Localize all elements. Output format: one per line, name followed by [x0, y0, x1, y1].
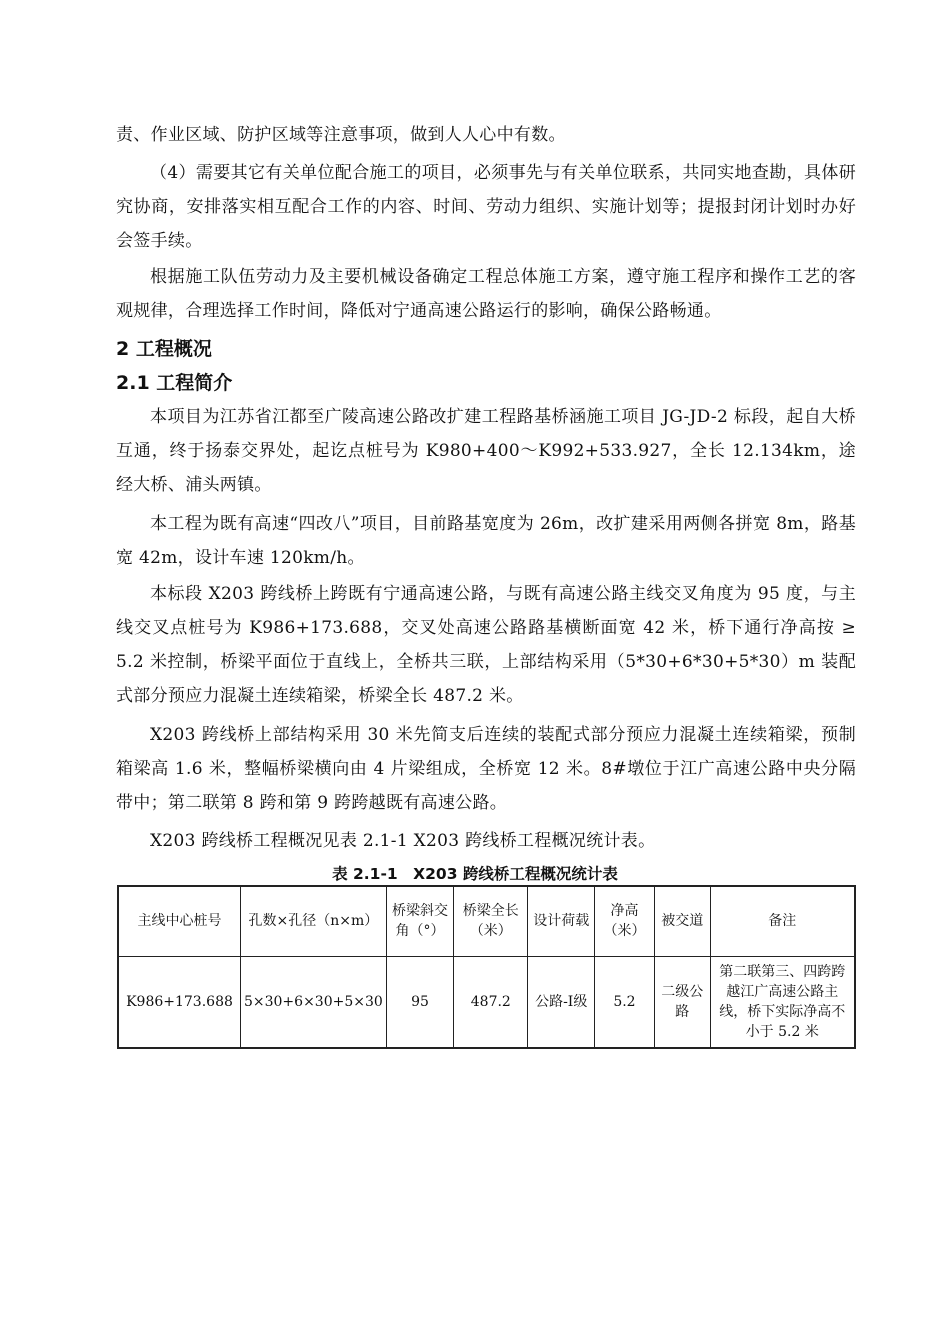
cell-crossed-road: 二级公路 — [654, 956, 710, 1048]
cell-clearance: 5.2 — [594, 956, 654, 1048]
subsection-heading: 2.1 工程简介 — [116, 372, 233, 394]
cell-mainline-station: K986+173.688 — [118, 956, 240, 1048]
header-design-load: 设计荷载 — [528, 886, 595, 956]
paragraph-construction-plan: 根据施工队伍劳动力及主要机械设备确定工程总体施工方案，遵守施工程序和操作工艺的客观规律，合理选择工作时间，降低对宁通高速公路运行的影响，确保公路畅通。 — [116, 267, 856, 321]
paragraph-coordination: （4）需要其它有关单位配合施工的项目，必须事先与有关单位联系，共同实地查勘，具体研究协商，安排落实相互配合工作的内容、时间、劳动力组织、实施计划等；提报封闭计划时办好会签手续。 — [116, 163, 856, 251]
header-span-arrangement: 孔数×孔径（n×m） — [240, 886, 386, 956]
section-heading: 2 工程概况 — [116, 338, 212, 360]
bridge-overview-table — [117, 885, 856, 1049]
paragraph-safety-notes: 责、作业区域、防护区域等注意事项，做到人人心中有数。 — [116, 125, 566, 145]
header-bridge-length: 桥梁全长（米） — [454, 886, 528, 956]
paragraph-road-widening: 本工程为既有高速“四改八”项目，目前路基宽度为 26m，改扩建采用两侧各拼宽 8m，路基宽 42m，设计车速 120km/h。 — [116, 514, 856, 568]
header-clearance: 净高（米） — [594, 886, 654, 956]
header-remarks: 备注 — [710, 886, 855, 956]
header-crossed-road: 被交道 — [654, 886, 710, 956]
header-skew-angle: 桥梁斜交角（°） — [386, 886, 453, 956]
paragraph-table-reference: X203 跨线桥工程概况见表 2.1-1 X203 跨线桥工程概况统计表。 — [150, 831, 656, 851]
cell-bridge-length: 487.2 — [454, 956, 528, 1048]
cell-remarks: 第二联第三、四跨跨越江广高速公路主线，桥下实际净高不小于 5.2 米 — [710, 956, 855, 1048]
paragraph-project-intro: 本项目为江苏省江都至广陵高速公路改扩建工程路基桥涵施工项目 JG-JD-2 标段，起自大桥互通，终于扬泰交界处，起讫点桩号为 K980+400～K992+533.927，全长 12.134km，途经大桥、浦头两镇。 — [116, 407, 856, 495]
header-mainline-station: 主线中心桩号 — [118, 886, 240, 956]
cell-span-arrangement: 5×30+6×30+5×30 — [240, 956, 386, 1048]
table-caption: 表 2.1-1 X203 跨线桥工程概况统计表 — [332, 865, 618, 883]
table-row — [118, 956, 855, 1048]
cell-design-load: 公路-I级 — [528, 956, 595, 1048]
table-header-row — [118, 886, 855, 956]
paragraph-bridge-crossing: 本标段 X203 跨线桥上跨既有宁通高速公路，与既有高速公路主线交叉角度为 95 度，与主线交叉点桩号为 K986+173.688，交叉处高速公路路基横断面宽 42 米，桥下通行净高按 ≥ 5.2 米控制，桥梁平面位于直线上，全桥共三联，上部结构采用（5*30+6*30+5*30）m 装配式部分预应力混凝土连续箱梁，桥梁全长 487.2 米。 — [116, 584, 856, 706]
paragraph-superstructure: X203 跨线桥上部结构采用 30 米先简支后连续的装配式部分预应力混凝土连续箱梁，预制箱梁高 1.6 米，整幅桥梁横向由 4 片梁组成，全桥宽 12 米。8#墩位于江广高速公路中央分隔带中；第二联第 8 跨和第 9 跨跨越既有高速公路。 — [116, 725, 856, 813]
cell-skew-angle: 95 — [386, 956, 453, 1048]
